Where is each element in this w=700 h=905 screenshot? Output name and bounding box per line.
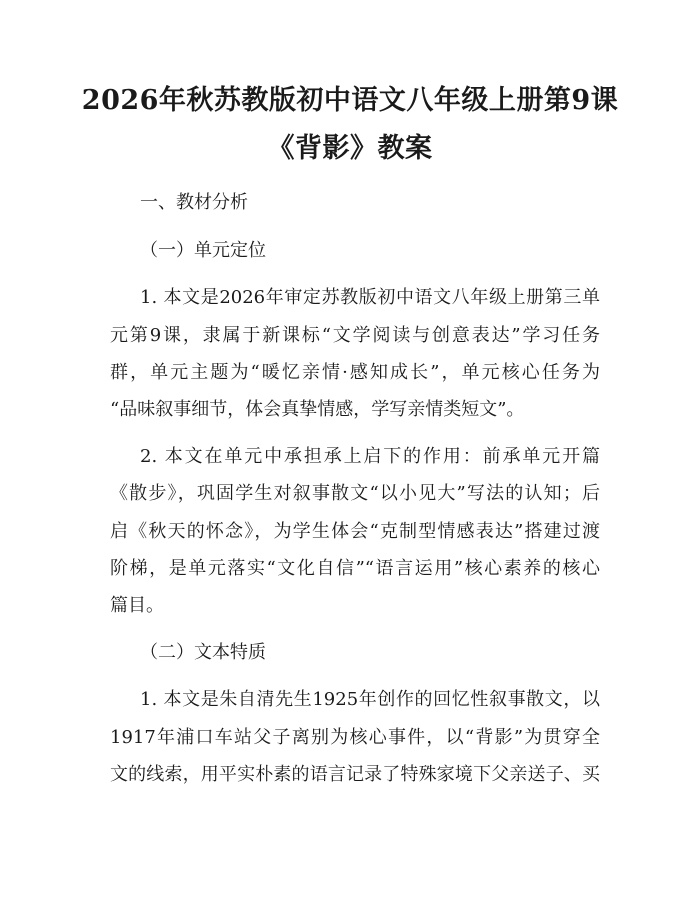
paragraph-line: 2. 本文在单元中承担承上启下的作用：前承单元开篇 <box>140 446 600 467</box>
subsection-heading-text-features: （二）文本特质 <box>140 642 266 663</box>
paragraph-line: 1. 本文是朱自清先生1925年创作的回忆性叙事散文，以 <box>140 689 600 710</box>
paragraph-line: 篇目。 <box>110 595 164 616</box>
subsection-heading-unit-position: （一）单元定位 <box>140 240 266 261</box>
section-heading-teaching-analysis: 一、教材分析 <box>140 192 248 213</box>
paragraph-line: 《散步》，巩固学生对叙事散文“以小见大”写法的认知；后 <box>110 483 600 504</box>
paragraph-line: 启《秋天的怀念》，为学生体会“克制型情感表达”搭建过渡 <box>110 521 600 542</box>
paragraph-line: 文的线索，用平实朴素的语言记录了特殊家境下父亲送子、买 <box>110 764 600 785</box>
paragraph-line: 群，单元主题为“暖忆亲情·感知成长”，单元核心任务为 <box>110 362 600 383</box>
paragraph-line: “品味叙事细节，体会真挚情感，学写亲情类短文”。 <box>110 399 525 420</box>
paragraph-line: 1. 本文是2026年审定苏教版初中语文八年级上册第三单 <box>140 287 600 308</box>
document-title-line-1: 2026年秋苏教版初中语文八年级上册第9课 <box>81 85 619 116</box>
paragraph-line: 元第9课，隶属于新课标“文学阅读与创意表达”学习任务 <box>110 325 600 346</box>
paragraph-line: 1917年浦口车站父子离别为核心事件，以“背影”为贯穿全 <box>110 727 600 748</box>
paragraph-line: 阶梯，是单元落实“文化自信”“语言运用”核心素养的核心 <box>110 558 600 579</box>
document-title-line-2: 《背影》教案 <box>267 133 433 164</box>
